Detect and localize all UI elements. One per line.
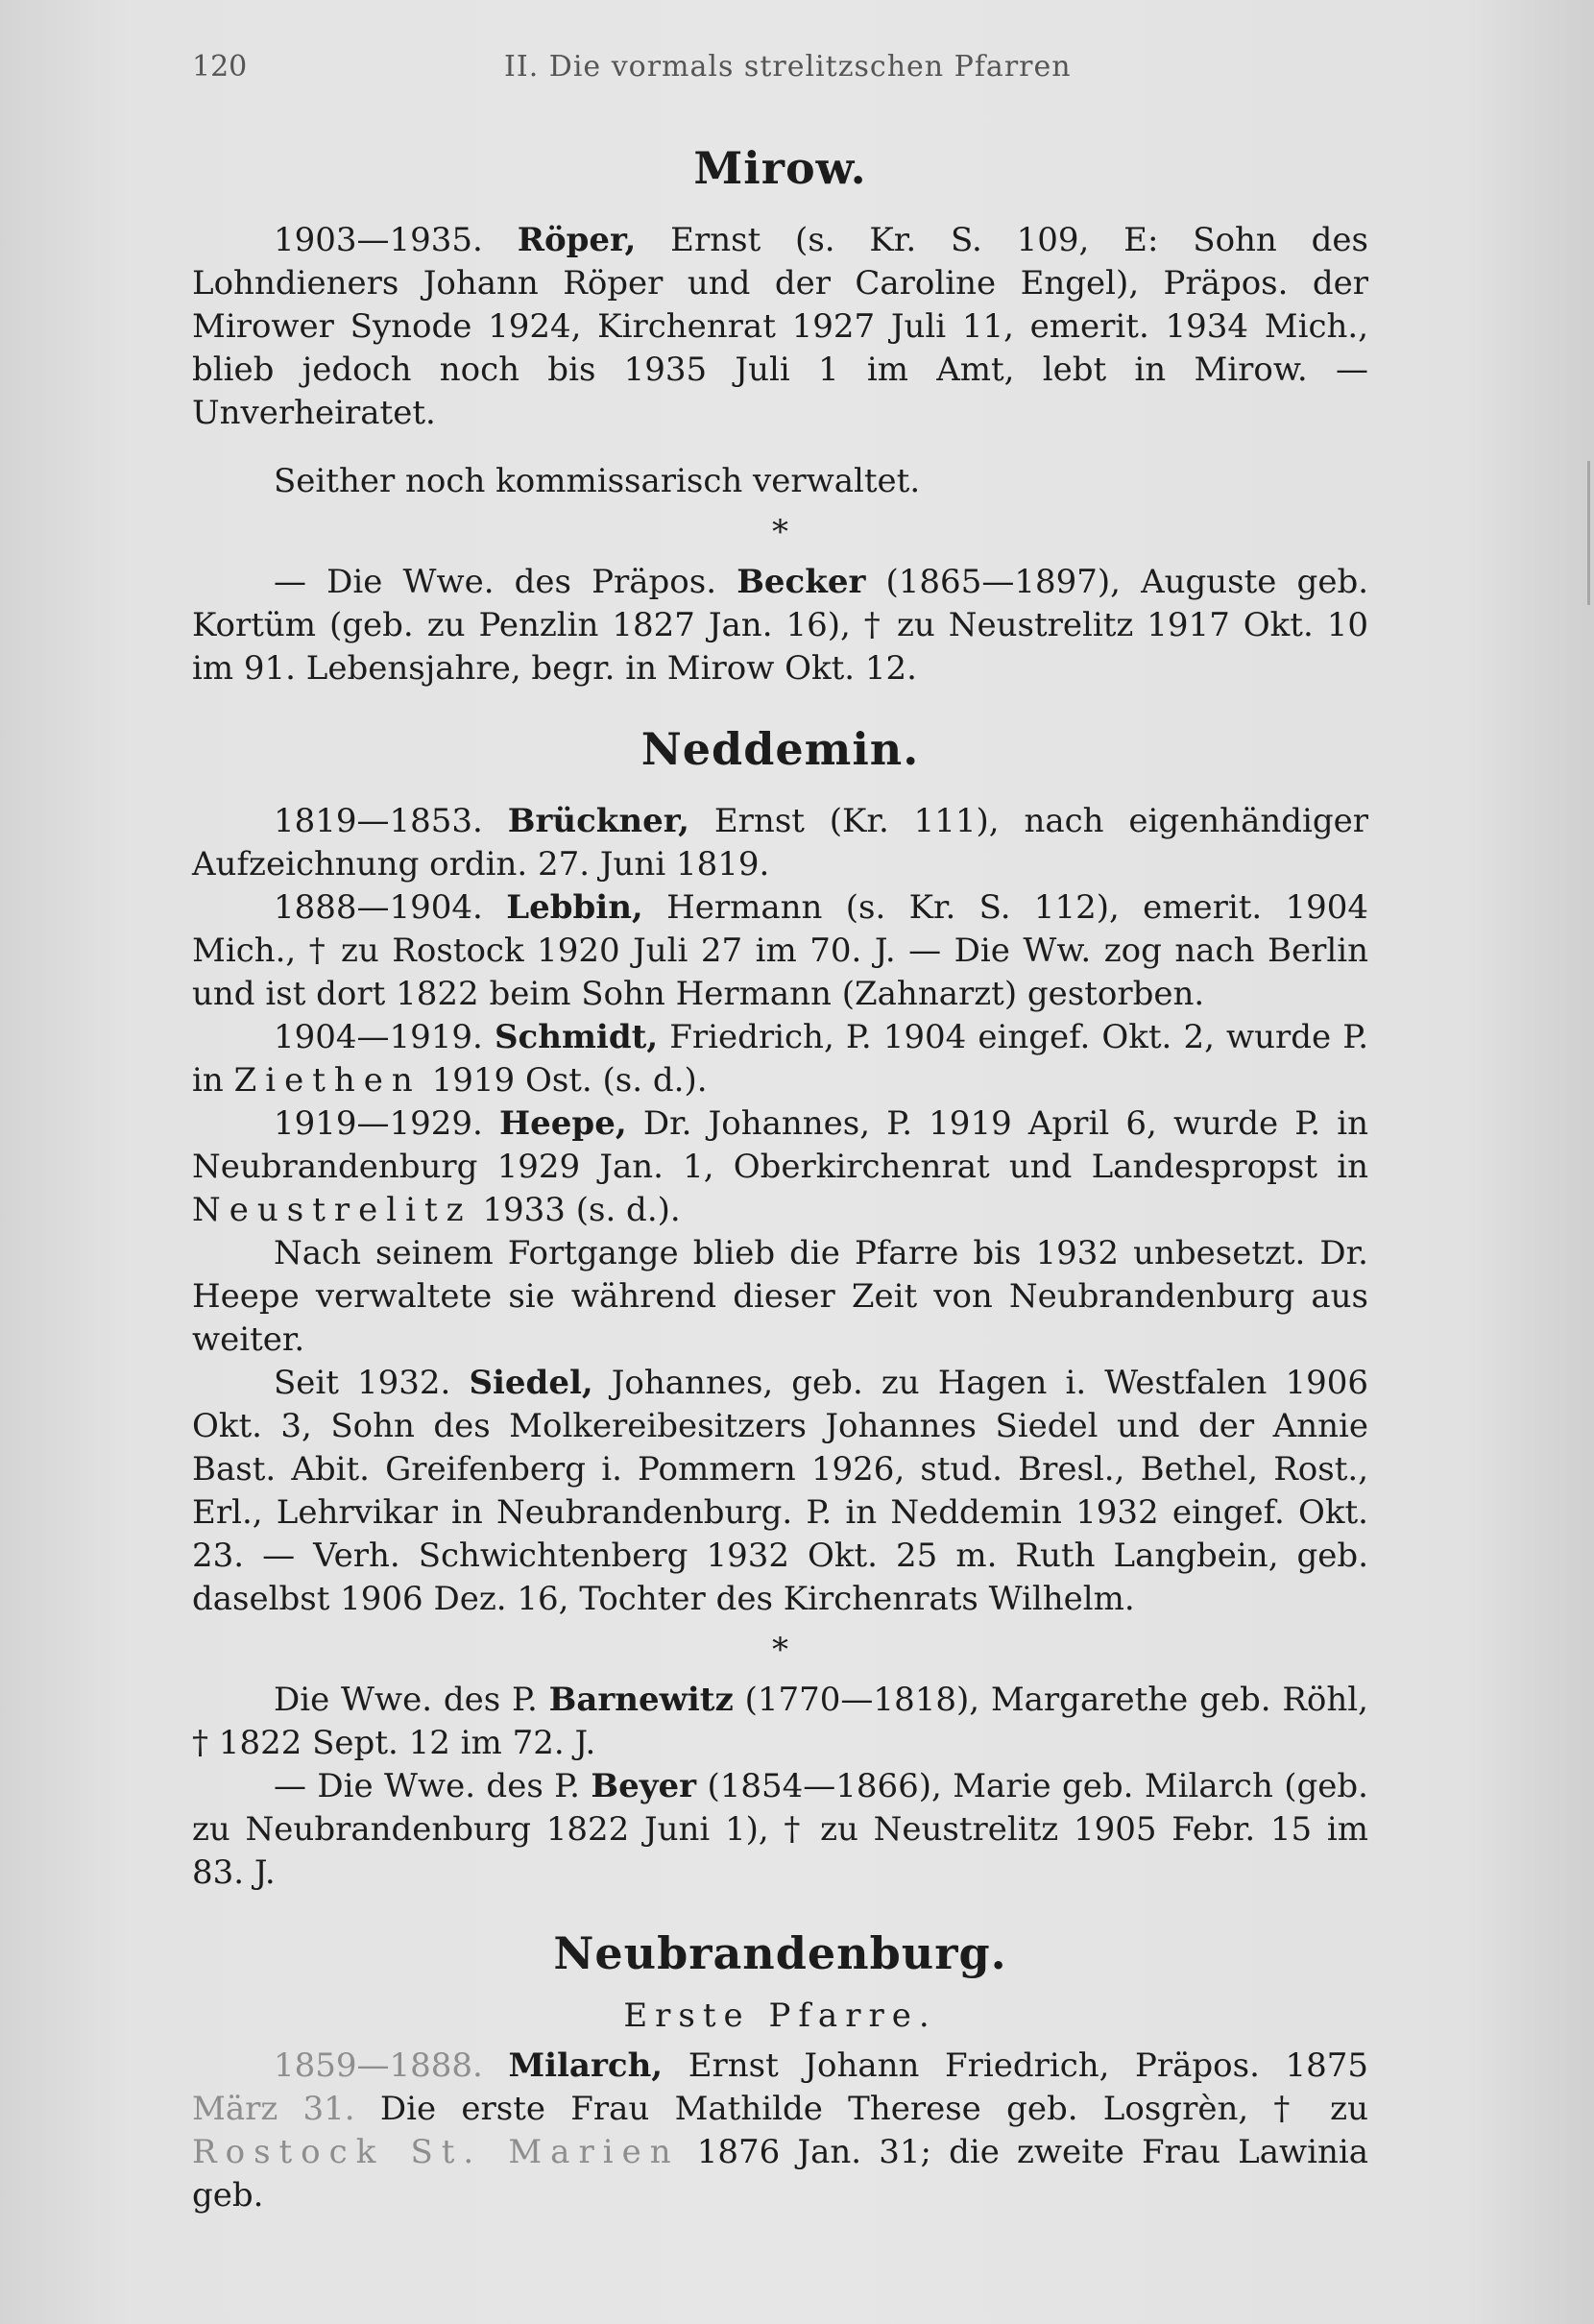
entry-text: Johannes, geb. zu Hagen i. Westfalen 1906 Okt. 3, Sohn des Molkereibesitzers Johannes Siedel und der Annie Bast. Abit. Greifenberg i. Pommern 1926, stud. Bresl., Bethel, Rost., Erl., Lehrvikar in Neubrandenburg. P. in Neddemin 1932 eingef. Okt. 23. — Verh. Schwichtenberg 1932 Okt. 25 m. Ruth Langbein, geb. daselbst 1906 Dez. 16, Tochter des Kirchenrats Wilhelm. — [192, 1364, 1368, 1618]
entry-text: Ernst (s. Kr. S. 109, E: Sohn des Lohndieners Johann Röper und der Caroline Engel), Präpos. der Mirower Synode 1924, Kirchenrat 1927 Juli 11, emerit. 1934 Mich., blieb jedoch noch bis 1935 Juli 1 im Amt, lebt in Mirow. — Unverheiratet. — [192, 221, 1368, 432]
pastor-name: Brückner, — [507, 802, 689, 840]
pastor-name: Schmidt, — [494, 1018, 659, 1056]
note-mirow: Seither noch kommissarisch verwaltet. — [274, 462, 921, 500]
entry-text: Dr. Johannes, P. 1919 April 6, wurde P. in Neubrandenburg 1929 Jan. 1, Oberkirchenrat und Landespropst in — [192, 1104, 1368, 1186]
entry-text: Hermann (s. Kr. S. 112), emerit. 1904 Mich., † zu Rostock 1920 Juli 27 im 70. J. — Die Ww. zog nach Berlin und ist dort 1822 beim Sohn Hermann (Zahnarzt) gestorben. — [192, 888, 1369, 1013]
running-title: II. Die vormals strelitzschen Pfarren — [504, 50, 1072, 84]
page-number: 120 — [192, 50, 248, 84]
entry-brueckner — [192, 800, 1368, 886]
entry-milarch — [192, 2045, 1368, 2217]
section-divider-star: * — [772, 1631, 788, 1669]
pastor-name: Milarch, — [508, 2046, 664, 2085]
widow-beyer — [192, 1765, 1368, 1895]
page-body — [192, 134, 1368, 2217]
entry-text: 1933 (s. d.). — [482, 1191, 681, 1229]
pastor-name: Becker — [737, 563, 866, 601]
widow-becker — [192, 561, 1368, 690]
entry-schmidt — [192, 1016, 1368, 1102]
entry-years: 1819—1853. — [274, 802, 483, 840]
pastor-name: Röper, — [517, 221, 637, 259]
pastor-name: Siedel, — [469, 1364, 593, 1402]
entry-years: 1904—1919. — [274, 1018, 483, 1056]
page-edge-shadow — [1587, 461, 1590, 605]
entry-years: Seit 1932. — [274, 1364, 451, 1402]
entry-lebbin — [192, 886, 1368, 1016]
entry-text: Ernst (Kr. 111), nach eigenhändiger Aufzeichnung ordin. 27. Juni 1819. — [192, 802, 1369, 884]
entry-heepe — [192, 1102, 1368, 1232]
running-header — [192, 50, 1383, 88]
pastor-name: Beyer — [591, 1767, 697, 1805]
widow-prefix: — Die Wwe. des P. — [274, 1767, 580, 1805]
entry-years: 1903—1935. — [274, 221, 483, 259]
section-title-mirow: Mirow. — [693, 142, 867, 194]
entry-roeper — [192, 219, 1368, 435]
place-name-faded: Rostock St. Marien — [192, 2133, 680, 2171]
place-name: Neustrelitz — [192, 1191, 472, 1229]
note-neddemin: Nach seinem Fortgange blieb die Pfarre bis 1932 unbesetzt. Dr. Heepe verwaltete sie während dieser Zeit von Neubrandenburg aus weiter. — [192, 1234, 1368, 1359]
entry-text: 1876 Jan. 31; die zweite Frau Lawinia geb. — [192, 2133, 1369, 2215]
entry-text-faded: März 31. — [192, 2090, 355, 2128]
section-divider-star: * — [772, 513, 788, 551]
widow-text: (1770—1818), Margarethe geb. Röhl, † 1822 Sept. 12 im 72. J. — [192, 1681, 1368, 1762]
widow-prefix: — Die Wwe. des Präpos. — [274, 563, 717, 601]
widow-barnewitz — [192, 1679, 1368, 1765]
section-title-neddemin: Neddemin. — [640, 723, 920, 775]
widow-prefix: Die Wwe. des P. — [274, 1681, 538, 1719]
entry-text: Friedrich, P. 1904 eingef. Okt. 2, wurde P. in — [192, 1018, 1369, 1100]
pastor-name: Heepe, — [499, 1104, 627, 1143]
entry-years: 1888—1904. — [274, 888, 483, 927]
place-name: Ziethen — [233, 1061, 422, 1100]
entry-text: Ernst Johann Friedrich, Präpos. 1875 — [688, 2046, 1369, 2085]
entry-text: Die erste Frau Mathilde Therese geb. Losgrèn, † zu — [379, 2090, 1368, 2128]
subsection-title-erste-pfarre: Erste Pfarre. — [623, 1997, 937, 2035]
widow-text: (1854—1866), Marie geb. Milarch (geb. zu Neubrandenburg 1822 Juni 1), † zu Neustrelitz 1905 Febr. 15 im 83. J. — [192, 1767, 1368, 1892]
pastor-name: Lebbin, — [506, 888, 643, 927]
entry-years: 1919—1929. — [274, 1104, 483, 1143]
entry-siedel — [192, 1362, 1368, 1621]
widow-text: (1865—1897), Auguste geb. Kortüm (geb. zu Penzlin 1827 Jan. 16), † zu Neustrelitz 1917 Okt. 10 im 91. Lebensjahre, begr. in Mirow Okt. 12. — [192, 563, 1369, 688]
section-title-neubrandenburg: Neubrandenburg. — [553, 1927, 1007, 1979]
entry-text: 1919 Ost. (s. d.). — [431, 1061, 708, 1100]
pastor-name: Barnewitz — [548, 1681, 734, 1719]
entry-years: 1859—1888. — [274, 2046, 483, 2085]
